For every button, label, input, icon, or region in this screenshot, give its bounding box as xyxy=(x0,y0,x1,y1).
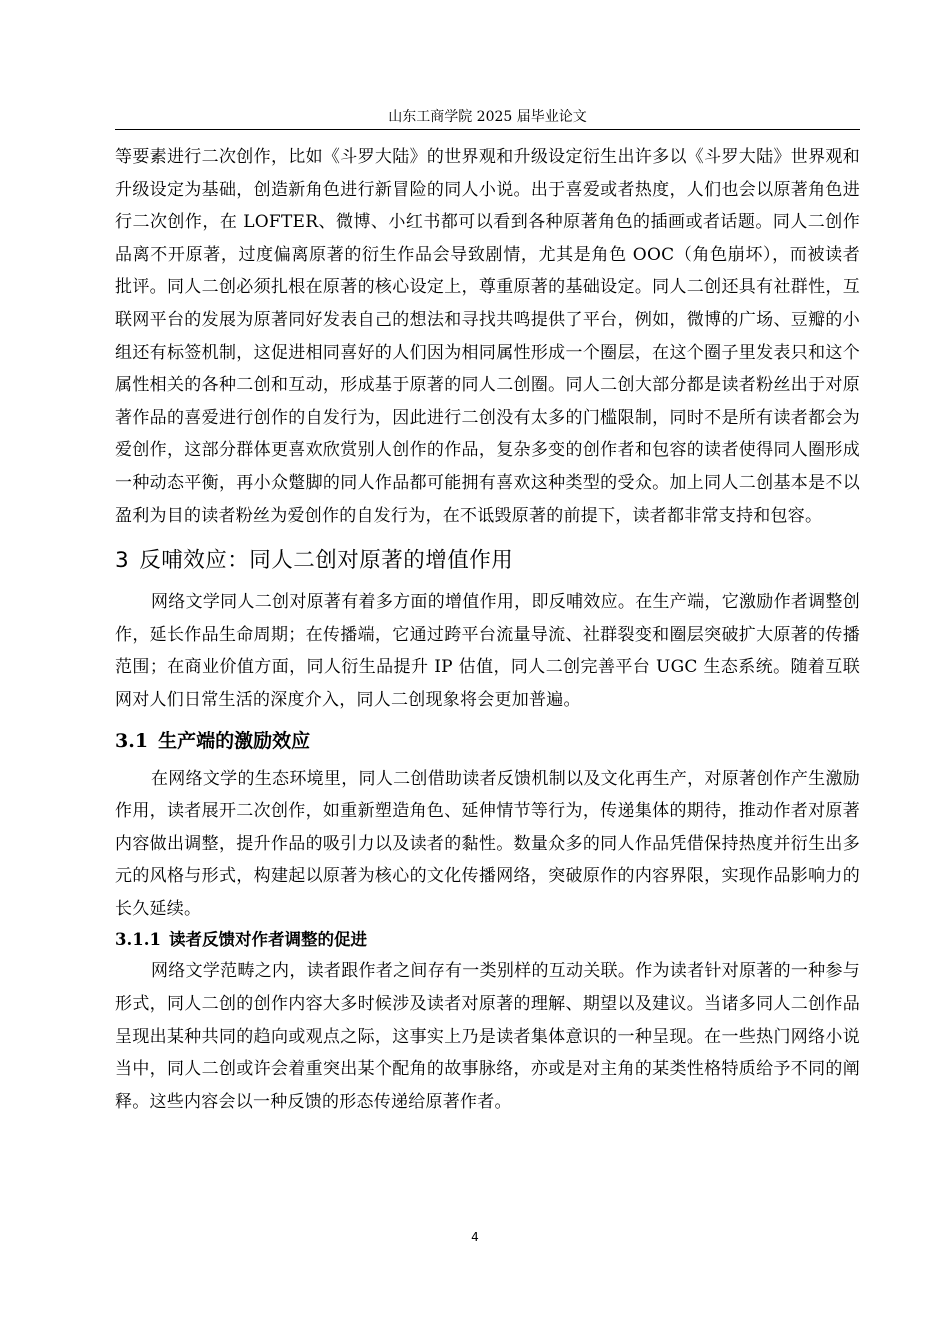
subsubsection-title: 读者反馈对作者调整的促进 xyxy=(168,930,367,950)
section-heading-3 xyxy=(115,544,860,578)
section-number: 3 xyxy=(115,548,130,574)
subsection-3-1-paragraph: 在网络文学的生态环境里，同人二创借助读者反馈机制以及文化再生产，对原著创作产生激励作用，读者展开二次创作，如重新塑造角色、延伸情节等行为，传递集体的期待，推动作者对原著内容做出调整，提升作品的吸引力以及读者的黏性。数量众多的同人作品凭借保持热度并衍生出多元的风格与形式，构建起以原著为核心的文化传播网络，突破原作的内容界限，实现作品影响力的长久延续。 xyxy=(115,768,860,919)
section-3-intro-paragraph: 网络文学同人二创对原著有着多方面的增值作用，即反哺效应。在生产端，它激励作者调整创作，延长作品生命周期；在传播端，它通过跨平台流量导流、社群裂变和圈层突破扩大原著的传播范围；在商业价值方面，同人衍生品提升 IP 估值，同人二创完善平台 UGC 生态系统。随着互联网对人们日常生活的深度介入，同人二创现象将会更加普遍。 xyxy=(115,592,860,710)
page-number: 4 xyxy=(471,1230,479,1244)
subsection-number: 3.1 xyxy=(115,729,149,752)
subsection-title: 生产端的激励效应 xyxy=(158,729,311,752)
continued-paragraph: 等要素进行二次创作，比如《斗罗大陆》的世界观和升级设定衍生出许多以《斗罗大陆》世界观和升级设定为基础，创造新角色进行新冒险的同人小说。出于喜爱或者热度，人们也会以原著角色进行二次创作，在 LOFTER、微博、小红书都可以看到各种原著角色的插画或者话题。同人二创作品离不开原著，过度偏离原著的衍生作品会导致剧情，尤其是角色 OOC（角色崩坏），而被读者批评。同人二创必须扎根在原著的核心设定上，尊重原著的基础设定。同人二创还具有社群性，互联网平台的发展为原著同好发表自己的想法和寻找共鸣提供了平台，例如，微博的广场、豆瓣的小组还有标签机制，这促进相同喜好的人们因为相同属性形成一个圈层，在这个圈子里发表只和这个属性相关的各种二创和互动，形成基于原著的同人二创圈。同人二创大部分都是读者粉丝出于对原著作品的喜爱进行创作的自发行为，因此进行二创没有太多的门槛限制，同时不是所有读者都会为爱创作，这部分群体更喜欢欣赏别人创作的作品，复杂多变的创作者和包容的读者使得同人圈形成一种动态平衡，再小众蹩脚的同人作品都可能拥有喜欢这种类型的受众。加上同人二创基本是不以盈利为目的读者粉丝为爱创作的自发行为，在不诋毁原著的前提下，读者都非常支持和包容。 xyxy=(115,147,860,526)
subsection-heading-3-1 xyxy=(115,725,860,757)
header-rule xyxy=(115,129,860,130)
page-body xyxy=(115,141,860,1118)
subsubsection-number: 3.1.1 xyxy=(115,930,161,950)
subsubsection-heading-3-1-1 xyxy=(115,925,860,955)
running-header: 山东工商学院 2025 届毕业论文 xyxy=(388,109,587,125)
subsubsection-3-1-1-paragraph: 网络文学范畴之内，读者跟作者之间存有一类别样的互动关联。作为读者针对原著的一种参与形式，同人二创的创作内容大多时候涉及读者对原著的理解、期望以及建议。当诸多同人二创作品呈现出某种共同的趋向或观点之际，这事实上乃是读者集体意识的一种呈现。在一些热门网络小说当中，同人二创或许会着重突出某个配角的故事脉络，亦或是对主角的某类性格特质给予不同的阐释。这些内容会以一种反馈的形态传递给原著作者。 xyxy=(115,961,860,1112)
section-title: 反哺效应：同人二创对原著的增值作用 xyxy=(139,548,514,574)
